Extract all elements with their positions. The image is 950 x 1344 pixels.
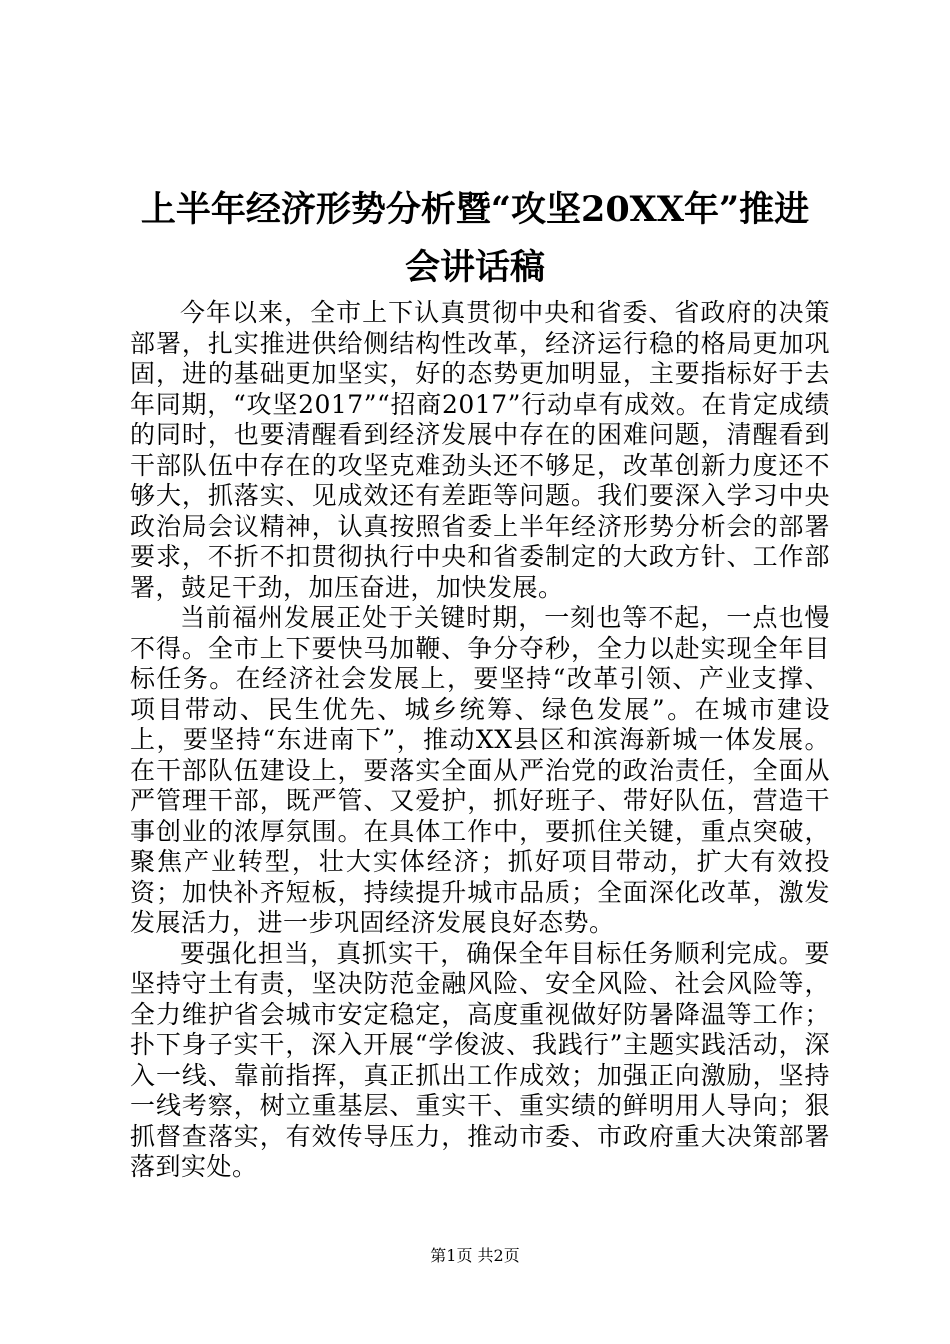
body-paragraph-2: 当前福州发展正处于关键时期，一刻也等不起，一点也慢不得。全市上下要快马加鞭、争分夺秒，全力以赴实现全年目标任务。在经济社会发展上，要坚持“改革引领、产业支撑、项目带动、民生优先、城乡统筹、绿色发展”。在城市建设上，要坚持“东进南下”，推动XX县区和滨海新城一体发展。在干部队伍建设上，要落实全面从严治党的政治责任，全面从严管理干部，既严管、又爱护，抓好班子、带好队伍，营造干事创业的浓厚氛围。在具体工作中，要抓住关键，重点突破，聚焦产业转型，壮大实体经济；抓好项目带动，扩大有效投资；加快补齐短板，持续提升城市品质；全面深化改革，激发发展活力，进一步巩固经济发展良好态势。 <box>130 603 830 937</box>
page-footer: 第1页 共2页 <box>430 1246 520 1265</box>
document-body <box>130 298 830 1183</box>
body-paragraph-1: 今年以来，全市上下认真贯彻中央和省委、省政府的决策部署，扎实推进供给侧结构性改革，经济运行稳的格局更加巩固，进的基础更加坚实，好的态势更加明显，主要指标好于去年同期，“攻坚2017”“招商2017”行动卓有成效。在肯定成绩的同时，也要清醒看到经济发展中存在的困难问题，清醒看到干部队伍中存在的攻坚克难劲头还不够足，改革创新力度还不够大，抓落实、见成效还有差距等问题。我们要深入学习中央政治局会议精神，认真按照省委上半年经济形势分析会的部署要求，不折不扣贯彻执行中央和省委制定的大政方针、工作部署，鼓足干劲，加压奋进，加快发展。 <box>130 298 830 602</box>
body-paragraph-3: 要强化担当，真抓实干，确保全年目标任务顺利完成。要坚持守土有责，坚决防范金融风险、安全风险、社会风险等，全力维护省会城市安定稳定，高度重视做好防暑降温等工作；扑下身子实干，深入开展“学俊波、我践行”主题实践活动，深入一线、靠前指挥，真正抓出工作成效；加强正向激励，坚持一线考察，树立重基层、重实干、重实绩的鲜明用人导向；狠抓督查落实，有效传导压力，推动市委、市政府重大决策部署落到实处。 <box>130 938 830 1181</box>
document-title-line-1: 上半年经济形势分析暨“攻坚20XX年”推进 <box>140 189 810 230</box>
document-title-line-2: 会讲话稿 <box>404 247 545 288</box>
